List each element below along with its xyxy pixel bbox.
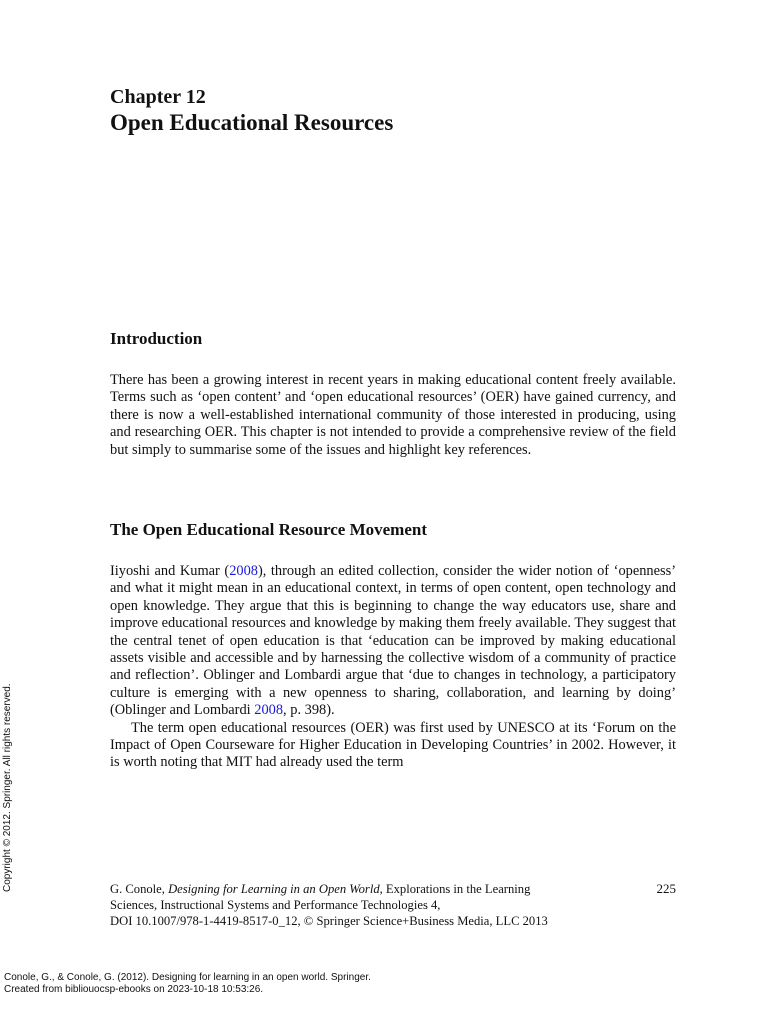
citation-link[interactable]: 2008 [229,563,258,579]
side-copyright-notice: Copyright © 2012. Springer. All rights reserved. [2,683,13,892]
introduction-text: There has been a growing interest in recent years in making educational content freely available. Terms such as ‘open content’ and ‘open educational resources’ (OER) have gained currency, and there is now a well-established international community of those interested in producing, using and researching OER. This chapter is not intended to provide a comprehensive review of the field but simply to summarise some of the issues and highlight key references. [110,372,676,458]
introduction-heading: Introduction [110,329,203,348]
citation-footer [110,881,676,929]
movement-paragraph-2: The term open educational resources (OER) was first used by UNESCO at its ‘Forum on the Impact of Open Courseware for Higher Education in Developing Countries’ in 2002. However, it is worth noting that MIT had already used the term [110,719,676,771]
source-note-line-2: Created from bibliouocsp-ebooks on 2023-10-18 10:53:26. [4,984,264,995]
movement-body [110,563,676,772]
citation-link[interactable]: 2008 [254,702,284,719]
footer-line-3: DOI 10.1007/978-1-4419-8517-0_12, © Springer Science+Business Media, LLC 2013 [110,914,548,928]
footer-series: , Explorations in the Learning [379,882,531,896]
source-note [4,972,371,996]
movement-heading: The Open Educational Resource Movement [110,520,428,539]
chapter-label: Chapter 12 [110,86,206,108]
paragraph-text: , p. 398). [283,702,335,719]
movement-paragraph-1 [110,563,676,720]
introduction-paragraph [110,372,676,459]
paragraph-text: Iiyoshi and Kumar ( [110,563,230,579]
footer-author: G. Conole, [110,882,169,896]
footer-line-2: Sciences, Instructional Systems and Performance Technologies 4, [110,898,441,912]
paragraph-text: ), through an edited collection, consider the wider notion of ‘openness’ and what it might mean in an educational context, in terms of open content, open technology and open knowledge. They argue that this is beginning to change the way educators use, share and improve educational resources and knowledge by making them freely available. They suggest that the central tenet of open education is that ‘education can be improved by making educational assets visible and accessible and by harnessing the collective wisdom of a community of practice and reflection’. Oblinger and Lombardi argue that ‘due to changes in technology, a participatory culture is emerging with a new openness to sharing, collaboration, and learning by doing’ (Oblinger and Lombardi [110,563,676,719]
page-number: 225 [656,881,676,896]
source-note-line-1: Conole, G., & Conole, G. (2012). Designing for learning in an open world. Springer. [4,972,371,983]
chapter-title: Open Educational Resources [110,110,394,135]
footer-line-1 [110,881,676,897]
footer-book-title: Designing for Learning in an Open World [168,882,380,896]
